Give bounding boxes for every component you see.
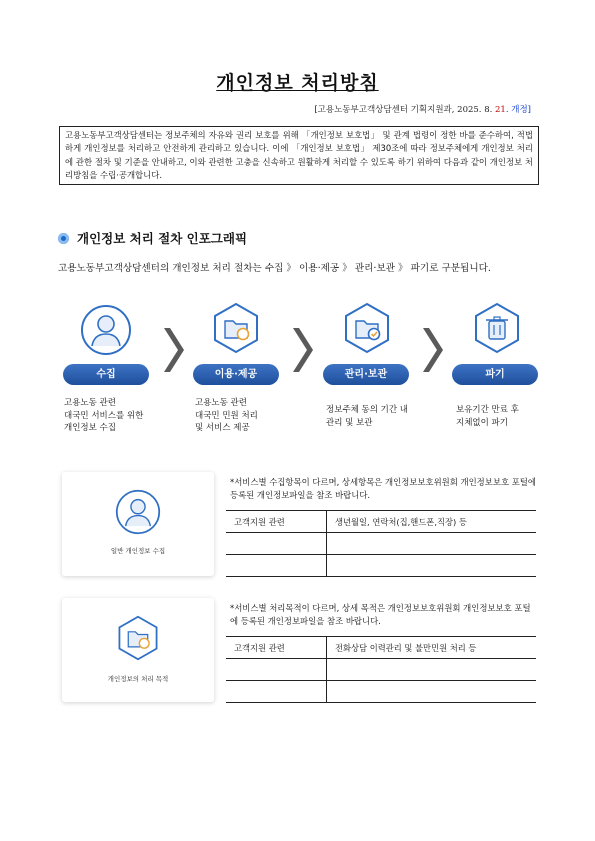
table-cell xyxy=(226,533,327,555)
collection-note: *서비스별 수집항목이 다르며, 상세항목은 개인정보보호위원회 개인정보보호 포털에 등록된 개인정보파일을 참조 바랍니다. xyxy=(230,477,536,500)
collection-card xyxy=(62,472,214,576)
section-title: 개인정보 처리 절차 인포그래픽 xyxy=(77,231,248,246)
table-row xyxy=(226,511,536,533)
step-desc-line: 고용노동 관련 xyxy=(195,398,247,408)
table-cell: 생년월일, 연락처(집,핸드폰,직장) 등 xyxy=(327,511,537,533)
revision-day: 21 xyxy=(495,105,506,115)
bullet-icon xyxy=(58,233,69,244)
step-desc-line: 정보주체 동의 기간 내 xyxy=(326,405,409,415)
step-label-collect: 수집 xyxy=(63,364,149,385)
table-row xyxy=(226,533,536,555)
table-cell: 전화상담 이력관리 및 불만민원 처리 등 xyxy=(327,637,537,659)
section-heading xyxy=(58,229,247,247)
person-icon xyxy=(80,304,132,356)
table-cell xyxy=(327,681,537,703)
revision-prefix: [고용노동부고객상담센터 기획지원과, 2025. 8. xyxy=(314,105,496,115)
step-desc-line: 보유기간 만료 후 xyxy=(456,405,519,415)
step-desc-line: 지체없이 파기 xyxy=(456,417,508,428)
step-desc-manage xyxy=(326,404,408,429)
intro-box: 고용노동부고객상담센터는 정보주체의 자유와 권리 보호를 위해 「개인정보 보호법」 및 관계 법령이 정한 바를 준수하여, 적법하게 개인정보를 처리하고 안전하게 관리하고 있습니다. 이에 「개인정보 보호법」 제30조에 따라 정보주체에게 개인정보 처리에 관한 절차 및 기준을 안내하고, 이와 관련한 고충을 신속하고 원활하게 처리할 수 있도록 하기 위하여 다음과 같이 개인정보 처리방침을 수립·공개합니다. xyxy=(59,126,539,185)
folder-share-icon xyxy=(210,302,262,354)
chevron-right-icon xyxy=(291,326,313,374)
table-cell xyxy=(226,659,327,681)
table-row xyxy=(226,555,536,577)
step-desc-destroy xyxy=(456,404,519,429)
table-row xyxy=(226,637,536,659)
step-desc-line: 대국민 민원 처리 xyxy=(195,410,258,421)
table-cell xyxy=(327,659,537,681)
trash-icon xyxy=(471,302,523,354)
step-desc-use xyxy=(195,397,258,435)
person-icon xyxy=(115,489,161,535)
table-row xyxy=(226,681,536,703)
folder-share-icon xyxy=(115,615,161,661)
step-desc-line: 대국민 서비스를 위한 xyxy=(64,410,144,421)
collection-card-caption: 일반 개인정보 수집 xyxy=(110,547,166,555)
step-label-manage: 관리·보관 xyxy=(323,364,409,385)
purpose-note: *서비스별 처리목적이 다르며, 상세 목적은 개인정보보호위원회 개인정보보호 포털에 등록된 개인정보파일을 참조 바랍니다. xyxy=(230,603,531,626)
table-cell: 고객지원 관련 xyxy=(226,511,327,533)
table-cell xyxy=(327,533,537,555)
revision-suffix: . 개정] xyxy=(505,105,531,115)
table-cell: 고객지원 관련 xyxy=(226,637,327,659)
step-label-destroy: 파기 xyxy=(452,364,538,385)
step-label-use: 이용·제공 xyxy=(193,364,279,385)
purpose-card xyxy=(62,598,214,702)
purpose-card-caption: 개인정보의 처리 목적 xyxy=(107,675,169,683)
page-title: 개인정보 처리방침 xyxy=(216,72,379,94)
step-desc-line: 개인정보 수집 xyxy=(64,423,116,433)
table-row xyxy=(226,659,536,681)
chevron-right-icon xyxy=(162,326,184,374)
step-desc-collect xyxy=(64,397,143,435)
step-desc-line: 고용노동 관련 xyxy=(64,398,116,408)
table-cell xyxy=(327,555,537,577)
collection-table xyxy=(226,510,536,577)
section-paragraph: 고용노동부고객상담센터의 개인정보 처리 절차는 수집 》 이용·제공 》 관리·보관 》 파기로 구분됩니다. xyxy=(58,263,491,274)
revision-note xyxy=(314,103,531,115)
table-cell xyxy=(226,681,327,703)
step-desc-line: 및 서비스 제공 xyxy=(195,423,250,433)
step-desc-line: 관리 및 보관 xyxy=(326,417,373,428)
folder-check-icon xyxy=(341,302,393,354)
chevron-right-icon xyxy=(421,326,443,374)
table-cell xyxy=(226,555,327,577)
purpose-table xyxy=(226,636,536,703)
